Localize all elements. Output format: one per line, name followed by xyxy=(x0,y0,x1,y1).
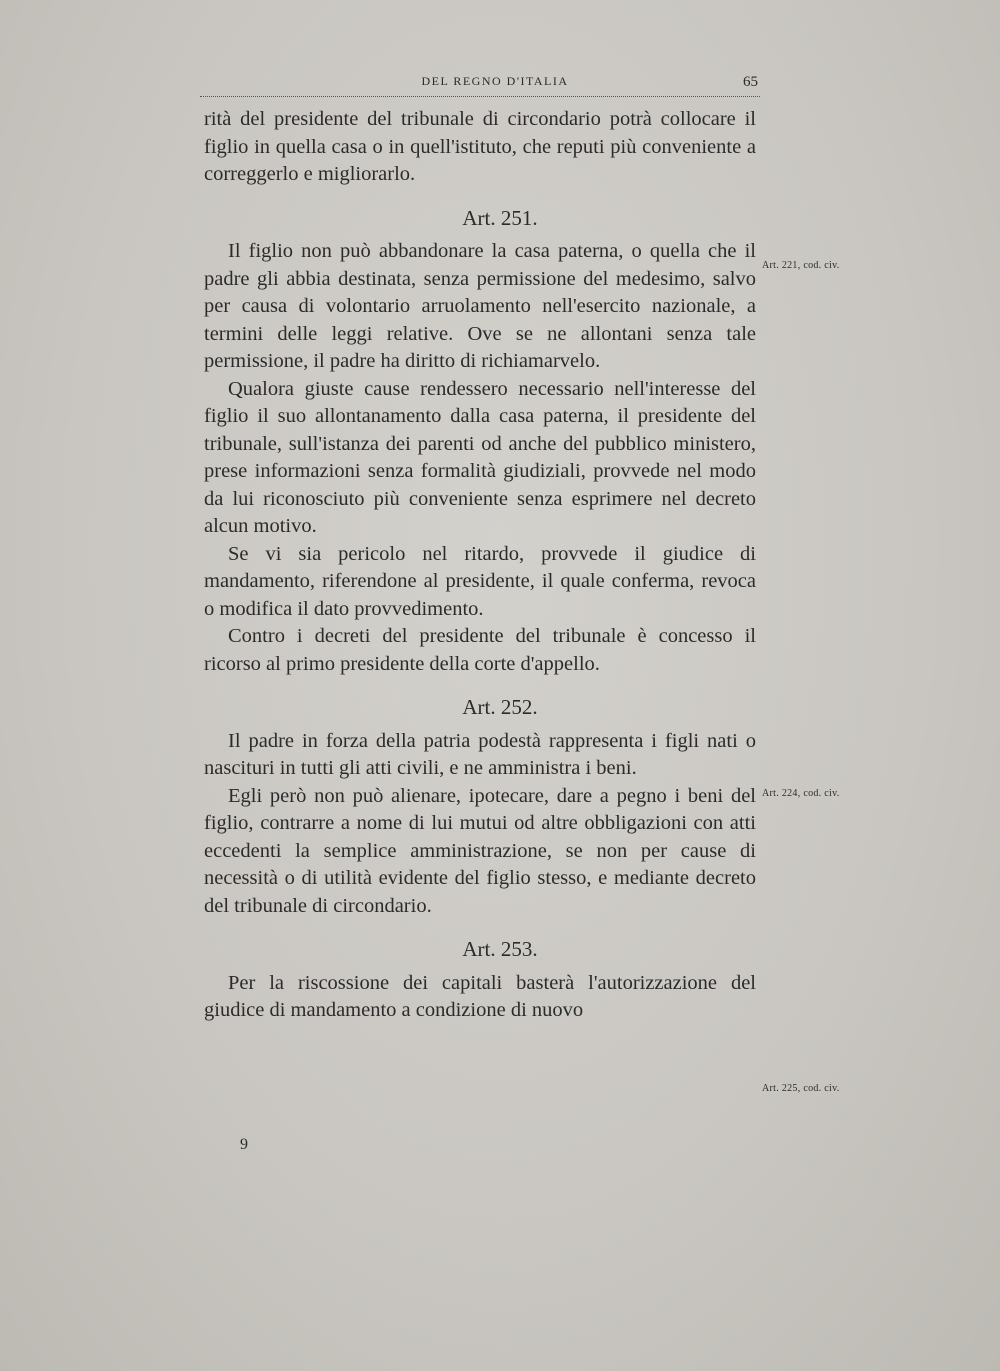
margin-note: Art. 225, cod. civ. xyxy=(762,1083,840,1094)
page-number: 65 xyxy=(743,74,758,90)
article-heading: Art. 252. xyxy=(462,695,538,719)
margin-note: Art. 224, cod. civ. xyxy=(762,788,840,799)
margin-note: Art. 221, cod. civ. xyxy=(762,260,840,271)
paragraph: rità del presidente del tribunale di circondario potrà collocare il figlio in quella casa o in quell'istituto, che reputi più conveniente a correggerlo e migliorarlo. xyxy=(204,108,756,185)
article-heading: Art. 253. xyxy=(462,937,538,961)
paragraph: Il padre in forza della patria podestà rappresenta i figli nati o nascituri in tutti gli atti civili, e ne amministra i beni. xyxy=(204,729,756,779)
article-heading: Art. 251. xyxy=(462,205,538,230)
signature-mark: 9 xyxy=(240,1136,248,1153)
paragraph: Per la riscossione dei capitali basterà l'autorizzazione del giudice di mandamento a condizione di nuovo xyxy=(204,971,756,1021)
paragraph: Il figlio non può abbandonare la casa paterna, o quella che il padre gli abbia destinata, senza permissione del medesimo, salvo per causa di volontario arruolamento nell'esercito nazionale, a termini delle leggi relative. Ove se ne allontani senza tale permissione, il padre ha diritto di richiamarvelo. xyxy=(204,240,756,372)
paragraph: Se vi sia pericolo nel ritardo, provvede il giudice di mandamento, riferendone al presidente, il quale conferma, revoca o modifica il dato provvedimento. xyxy=(204,542,756,620)
body-text xyxy=(204,106,756,1025)
paragraph: Qualora giuste cause rendessero necessario nell'interesse del figlio il suo allontanamento dalla casa paterna, il presidente del tribunale, sull'istanza dei parenti od anche del pubblico ministero, prese informazioni senza formalità giudiziali, provvede nel modo da lui riconosciuto più conveniente senza esprimere nel decreto alcun motivo. xyxy=(204,377,756,537)
paragraph: Egli però non può alienare, ipotecare, dare a pegno i beni del figlio, contrarre a nome di lui mutui od altre obbligazioni con atti eccedenti la semplice amministrazione, se non per cause di necessità o di utilità evidente del figlio stesso, e mediante decreto del tribunale di circondario. xyxy=(204,784,756,917)
paragraph: Contro i decreti del presidente del tribunale è concesso il ricorso al primo presidente della corte d'appello. xyxy=(204,625,756,675)
page-header xyxy=(200,74,760,97)
running-title: DEL REGNO D'ITALIA xyxy=(421,74,569,88)
